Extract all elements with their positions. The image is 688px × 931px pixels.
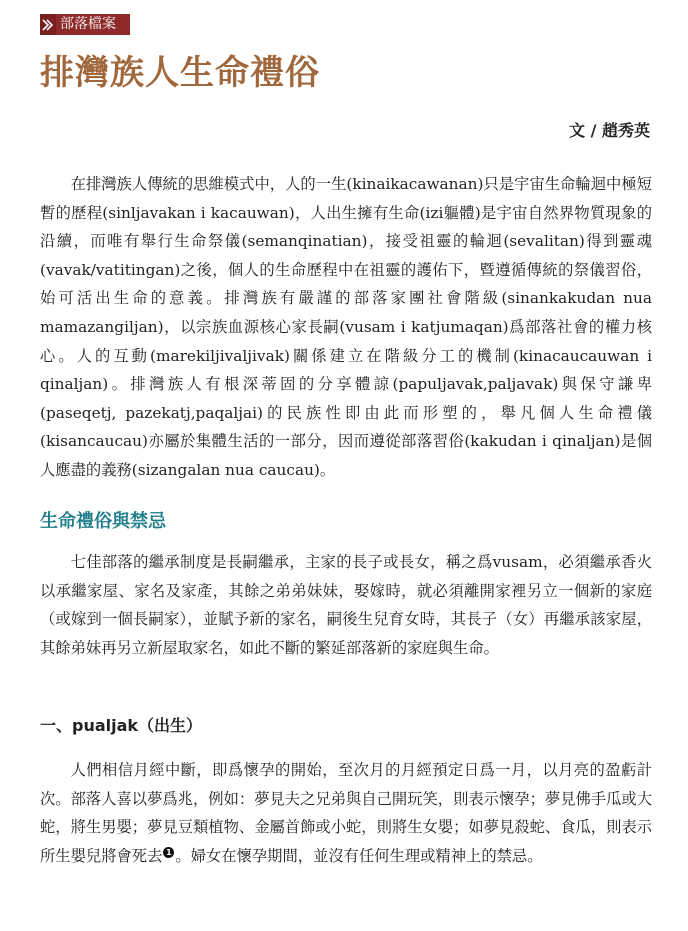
- double-chevron-icon: [40, 14, 56, 35]
- birth-paragraph: [40, 756, 652, 870]
- birth-paragraph-text-2: 。婦女在懷孕期間，並沒有任何生理或精神上的禁忌。: [175, 846, 543, 865]
- category-label: 部落檔案: [56, 14, 130, 35]
- section-heading: 生命禮俗與禁忌: [40, 511, 166, 532]
- inheritance-paragraph: 七佳部落的繼承制度是長嗣繼承，主家的長子或長女，稱之爲vusam，必須繼承香火以承繼家屋、家名及家產，其餘之弟弟妹妹，娶嫁時，就必須離開家裡另立一個新的家庭（或嫁到一個長嗣家），並賦予新的家名，嗣後生兒育女時，其長子（女）再繼承該家屋，其餘弟妹再另立新屋取家名，如此不斷的繁延部落新的家庭與生命。: [40, 553, 652, 657]
- birth-paragraph-text-1: 人們相信月經中斷，即爲懷孕的開始，至次月的月經預定日爲一月，以月亮的盈虧計次。部落人喜以夢爲兆，例如：夢見夫之兄弟與自己開玩笑，則表示懷孕；夢見佛手瓜或大蛇，將生男嬰；夢見豆類植物、金屬首飾或小蛇，則將生女嬰；如夢見殺蛇、食瓜，則表示所生嬰兒將會死去: [40, 761, 652, 865]
- article-title: 排灣族人生命禮俗: [40, 53, 320, 93]
- footnote-marker[interactable]: 1: [163, 847, 174, 858]
- subsection-heading: 一、pualjak（出生）: [40, 716, 203, 735]
- intro-paragraph: 在排灣族人傳統的思維模式中，人的一生(kinaikacawanan)只是宇宙生命輪迴中極短暫的歷程(sinljavakan i kacauwan)，人出生擁有生命(izi軀體)是宇宙自然界物質現象的沿續，而唯有舉行生命祭儀(semanqinatian)，接受祖靈的輪迴(sevalitan)得到靈魂(vavak/vatitingan)之後，個人的生命歷程中在祖靈的護佑下，暨遵循傳統的祭儀習俗，始可活出生命的意義。排灣族有嚴謹的部落家團社會階級(sinankakudan nua mamazangiljan)，以宗族血源核心家長嗣(vusam i katjumaqan)爲部落社會的權力核心。人的互動(marekiljivaljivak)關係建立在階級分工的機制(kinacaucauwan i qinaljan)。排灣族人有根深蒂固的分享體諒(papuljavak,paljavak)與保守謙卑(paseqetj, pazekatj,paqaljai)的民族性即由此而形塑的，舉凡個人生命禮儀(kisancaucau)亦屬於集體生活的一部分，因而遵從部落習俗(kakudan i qinaljan)是個人應盡的義務(sizangalan nua caucau)。: [40, 175, 652, 479]
- author-byline: 文 / 趙秀英: [569, 121, 650, 140]
- category-banner: [40, 14, 130, 35]
